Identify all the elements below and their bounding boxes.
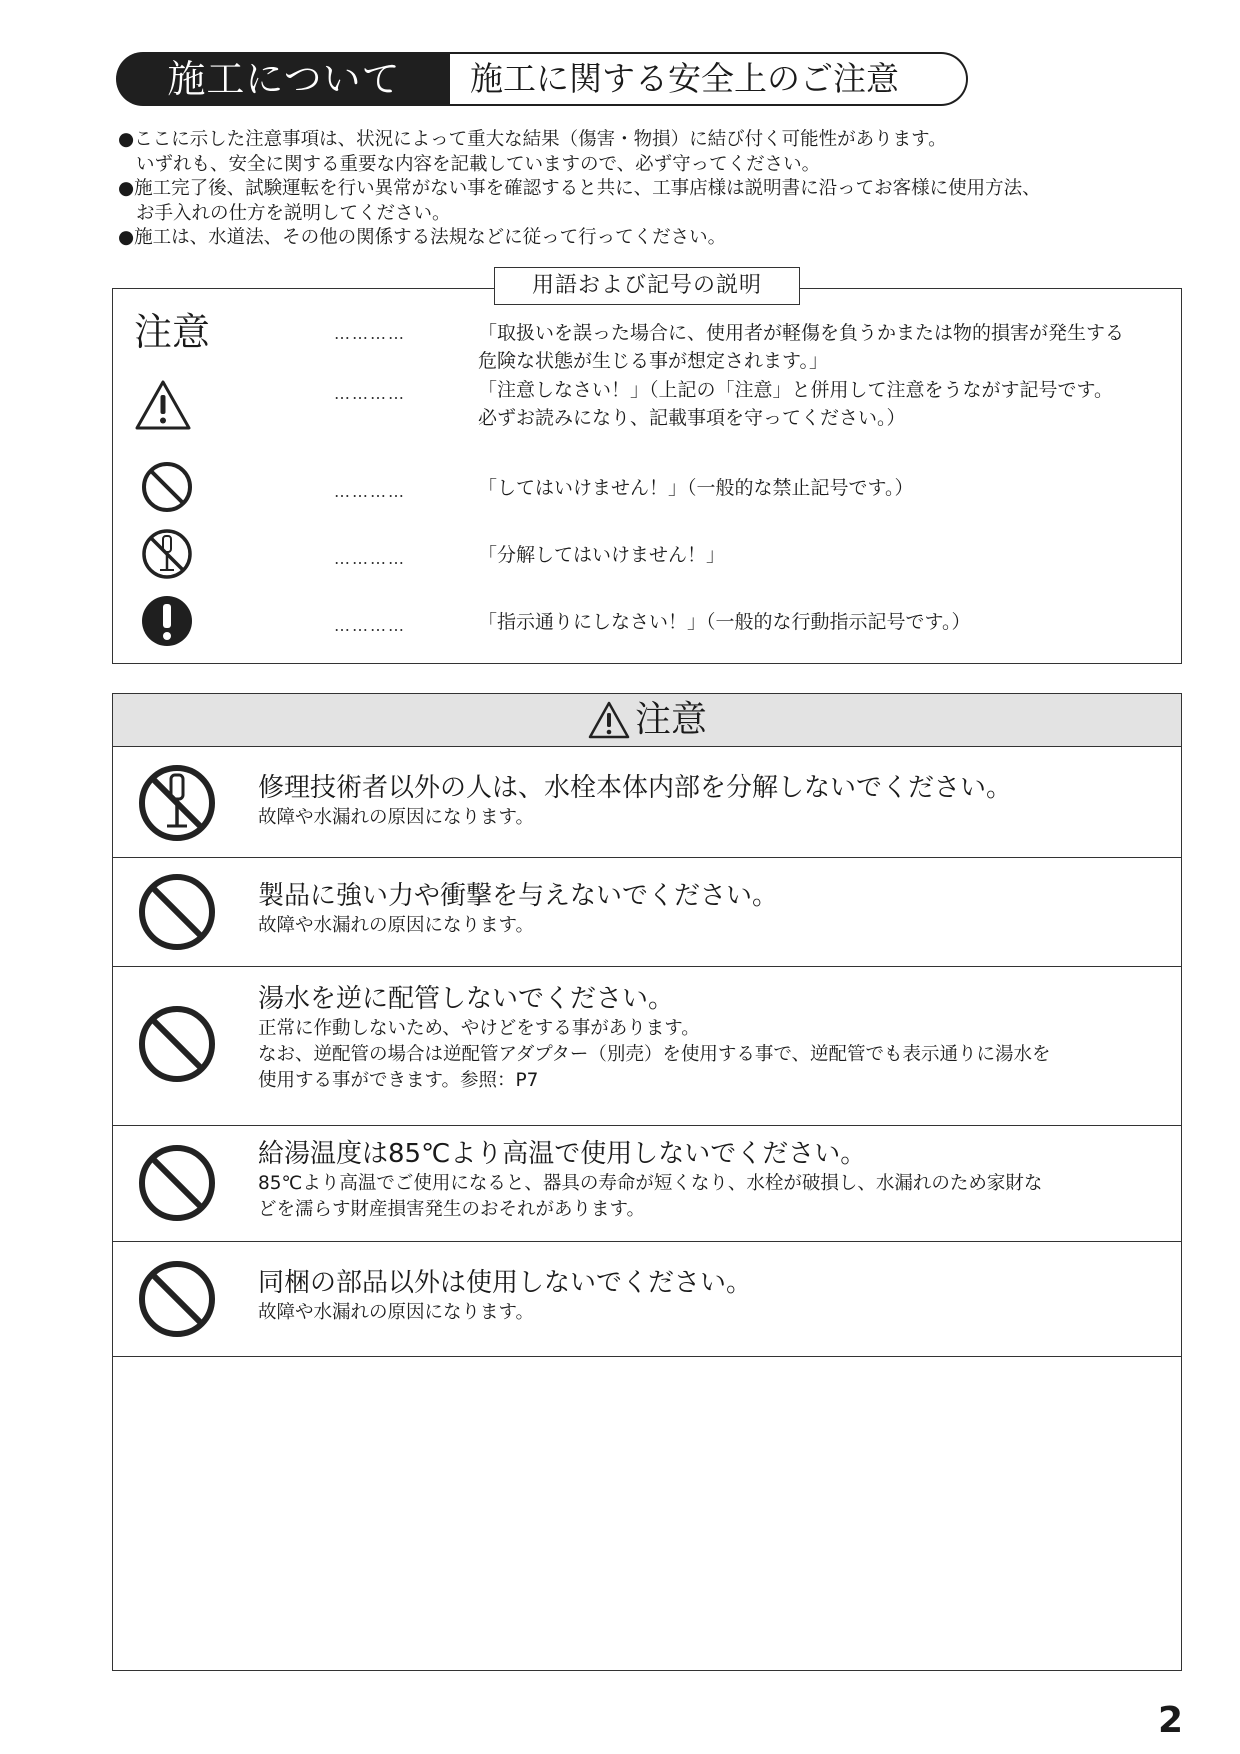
warning-triangle-icon <box>587 700 631 740</box>
caution-item-body: 故障や水漏れの原因になります。 <box>258 1302 535 1323</box>
caution-item <box>113 746 1181 858</box>
section-banner <box>116 52 980 106</box>
legend-desc-line1: 「注意しなさい！」（上記の「注意」と併用して注意をうながす記号です。 <box>478 379 1113 401</box>
caution-item-body: なお、逆配管の場合は逆配管アダプター（別売）を使用する事で、逆配管でも表示通りに湯水を <box>258 1044 1051 1065</box>
caution-item-body: 故障や水漏れの原因になります。 <box>258 915 535 936</box>
prohibition-icon <box>137 1143 217 1227</box>
caution-item-body: 85℃より高温でご使用になると、器具の寿命が短くなり、水栓が破損し、水漏れのため家財な <box>258 1173 1043 1194</box>
caution-box <box>112 693 1182 1671</box>
leader-dots: ………… <box>334 549 406 568</box>
leader-dots: ………… <box>334 616 406 635</box>
caution-word: 注意 <box>134 310 211 354</box>
section-label: 施工について <box>116 52 452 106</box>
legend-desc-line1: 「指示通りにしなさい！」（一般的な行動指示記号です。） <box>478 611 971 633</box>
intro-bullet-2: ● 施工完了後、試験運転を行い異常がない事を確認すると共に、工事店様は説明書に沿ってお客様に使用方法、 <box>118 177 1158 202</box>
no-disassembly-icon <box>140 527 194 585</box>
caution-item <box>113 857 1181 967</box>
intro-bullet-1: ● ここに示した注意事項は、状況によって重大な結果（傷害・物損）に結び付く可能性があります。 <box>118 128 1158 153</box>
caution-item-title: 製品に強い力や衝撃を与えないでください。 <box>258 881 779 911</box>
no-disassembly-icon <box>137 763 217 847</box>
caution-item-body: 正常に作動しないため、やけどをする事があります。 <box>258 1018 700 1039</box>
legend-desc-line2: 必ずお読みになり、記載事項を守ってください。） <box>478 407 906 429</box>
warning-triangle-icon <box>134 378 192 436</box>
caution-heading-text: 注意 <box>634 699 707 740</box>
caution-item-title: 修理技術者以外の人は、水栓本体内部を分解しないでください。 <box>258 773 1013 803</box>
intro-bullet-1-cont: いずれも、安全に関する重要な内容を記載していますので、必ず守ってください。 <box>136 153 821 175</box>
prohibition-icon <box>137 1004 217 1088</box>
legend-title: 用語および記号の説明 <box>494 267 800 305</box>
leader-dots: ………… <box>334 384 406 403</box>
caution-item <box>113 966 1181 1126</box>
caution-item <box>113 1241 1181 1357</box>
caution-item-title: 同梱の部品以外は使用しないでください。 <box>258 1268 753 1298</box>
prohibition-icon <box>137 1259 217 1343</box>
intro-bullet-2-cont: お手入れの仕方を説明してください。 <box>136 202 451 224</box>
leader-dots: ………… <box>334 482 406 501</box>
caution-item-body: 故障や水漏れの原因になります。 <box>258 807 535 828</box>
caution-heading <box>113 694 1181 747</box>
prohibition-icon <box>137 872 217 956</box>
legend-desc-line1: 「分解してはいけません！」 <box>478 544 726 566</box>
intro-notes <box>118 128 1158 251</box>
page-title: 施工に関する安全上のご注意 <box>450 52 968 106</box>
legend-desc-line1: 「してはいけません！」（一般的な禁止記号です。） <box>478 477 914 499</box>
caution-item-title: 湯水を逆に配管しないでください。 <box>258 984 675 1014</box>
caution-item-body: 使用する事ができます。参照：P7 <box>258 1070 539 1091</box>
caution-item <box>113 1125 1181 1242</box>
caution-item-body: どを濡らす財産損害発生のおそれがあります。 <box>258 1199 646 1220</box>
intro-bullet-3: ● 施工は、水道法、その他の関係する法規などに従って行ってください。 <box>118 226 1158 251</box>
page-number: 2 <box>1158 1700 1184 1741</box>
mandatory-action-icon <box>140 594 194 652</box>
caution-item-title: 給湯温度は85℃より高温で使用しないでください。 <box>258 1139 867 1169</box>
legend-desc-line2: 危険な状態が生じる事が想定されます。」 <box>478 350 828 372</box>
prohibition-icon <box>140 460 194 518</box>
legend-desc-line1: 「取扱いを誤った場合に、使用者が軽傷を負うかまたは物的損害が発生する <box>478 322 1125 344</box>
leader-dots: ………… <box>334 324 406 343</box>
